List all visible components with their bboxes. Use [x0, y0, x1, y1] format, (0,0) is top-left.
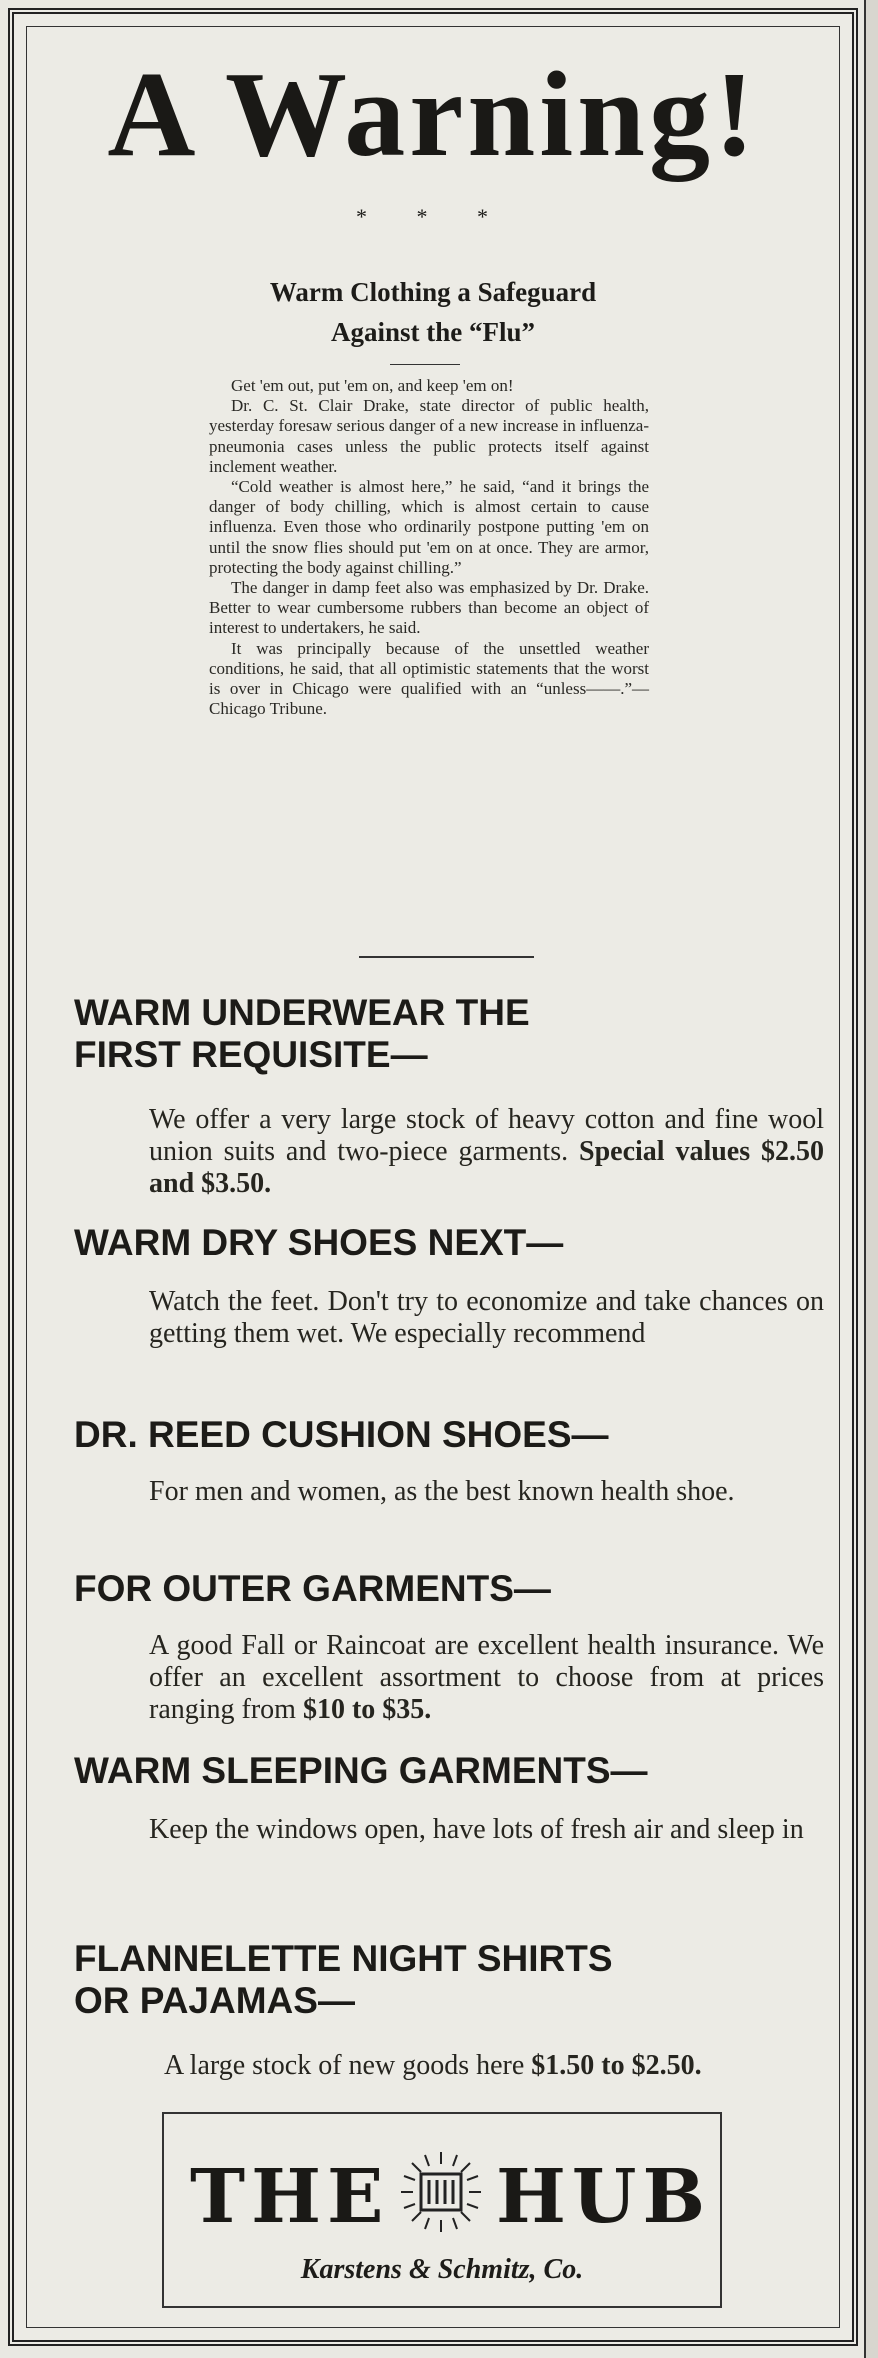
article-paragraph: Get 'em out, put 'em on, and keep 'em on! [231, 376, 514, 395]
ornament-stars: * * * [356, 204, 510, 229]
price-text: Special values $2.50 and $3.50. [149, 1136, 824, 1199]
section-body-shoes: Watch the feet. Don't try to economize and take chances on getting them wet. We especially recommend [149, 1286, 824, 1349]
title-rule [390, 364, 460, 365]
price-text: $1.50 to $2.50. [531, 2050, 702, 2081]
section-body-flannelette [164, 2050, 839, 2082]
logo-word-the: THE [190, 2154, 390, 2240]
page-edge [864, 0, 878, 2358]
article-paragraph: The danger in damp feet also was emphasized by Dr. Drake. Better to wear cumbersome rubbers than become an object of interest to undertakers, he said. [209, 578, 649, 638]
article-title-line-1: Warm Clothing a Safeguard [269, 277, 597, 307]
section-heading-sleeping-garments: WARM SLEEPING GARMENTS— [74, 1750, 648, 1791]
article-paragraph: Dr. C. St. Clair Drake, state director of public health, yesterday foresaw serious danger of a new increase in influenza-pneumonia cases unless the public protects itself against inclement weather. [209, 396, 649, 476]
section-heading-cushion-shoes: DR. REED CUSHION SHOES— [74, 1414, 609, 1455]
hub-emblem-icon [399, 2150, 483, 2234]
article-end-rule [359, 956, 534, 958]
article-body [209, 376, 649, 719]
section-heading-underwear [74, 992, 530, 1076]
section-heading-flannelette [74, 1938, 613, 2022]
headline: A Warning! [107, 47, 759, 182]
article-paragraph: It was principally because of the unsettled weather conditions, he said, that all optimistic statements that the worst is over in Chicago were qualified with an “unless——.”—Chicago Tribune. [209, 638, 649, 719]
body-text: A good Fall or Raincoat are excellent health insurance. We offer an excellent assortment to choose from at prices ranging from [149, 1630, 824, 1725]
price-text: $10 to $35. [302, 1694, 432, 1725]
section-body-outer-garments [149, 1630, 824, 1726]
article-title-line-2: Against the “Flu” [330, 317, 536, 347]
section-body-underwear [149, 1104, 824, 1200]
body-text: We offer a very large stock of heavy cotton and fine wool union suits and two-piece garments. [149, 1104, 824, 1167]
section-heading-outer-garments: FOR OUTER GARMENTS— [74, 1568, 551, 1609]
body-text: A large stock of new goods here [164, 2050, 525, 2081]
heading-line: OR PAJAMAS— [74, 1980, 355, 2021]
section-body-sleeping-garments: Keep the windows open, have lots of fresh air and sleep in [149, 1814, 804, 1845]
section-heading-shoes: WARM DRY SHOES NEXT— [74, 1222, 564, 1263]
logo-word-hub: HUB [496, 2154, 711, 2240]
advertisement [8, 8, 858, 2346]
section-body-cushion-shoes: For men and women, as the best known health shoe. [149, 1476, 735, 1507]
article-title [14, 272, 852, 352]
store-logo [162, 2112, 722, 2308]
heading-line: FLANNELETTE NIGHT SHIRTS [74, 1938, 613, 1979]
company-name: Karstens & Schmitz, Co. [300, 2254, 584, 2285]
heading-line: FIRST REQUISITE— [74, 1034, 428, 1075]
article-paragraph: “Cold weather is almost here,” he said, “and it brings the danger of body chilling, which is almost certain to cause influenza. Even those who ordinarily postpone putting 'em on until the snow flies should put 'em on at once. They are armor, protecting the body against chilling.” [209, 477, 649, 577]
heading-line: WARM UNDERWEAR THE [74, 992, 530, 1033]
